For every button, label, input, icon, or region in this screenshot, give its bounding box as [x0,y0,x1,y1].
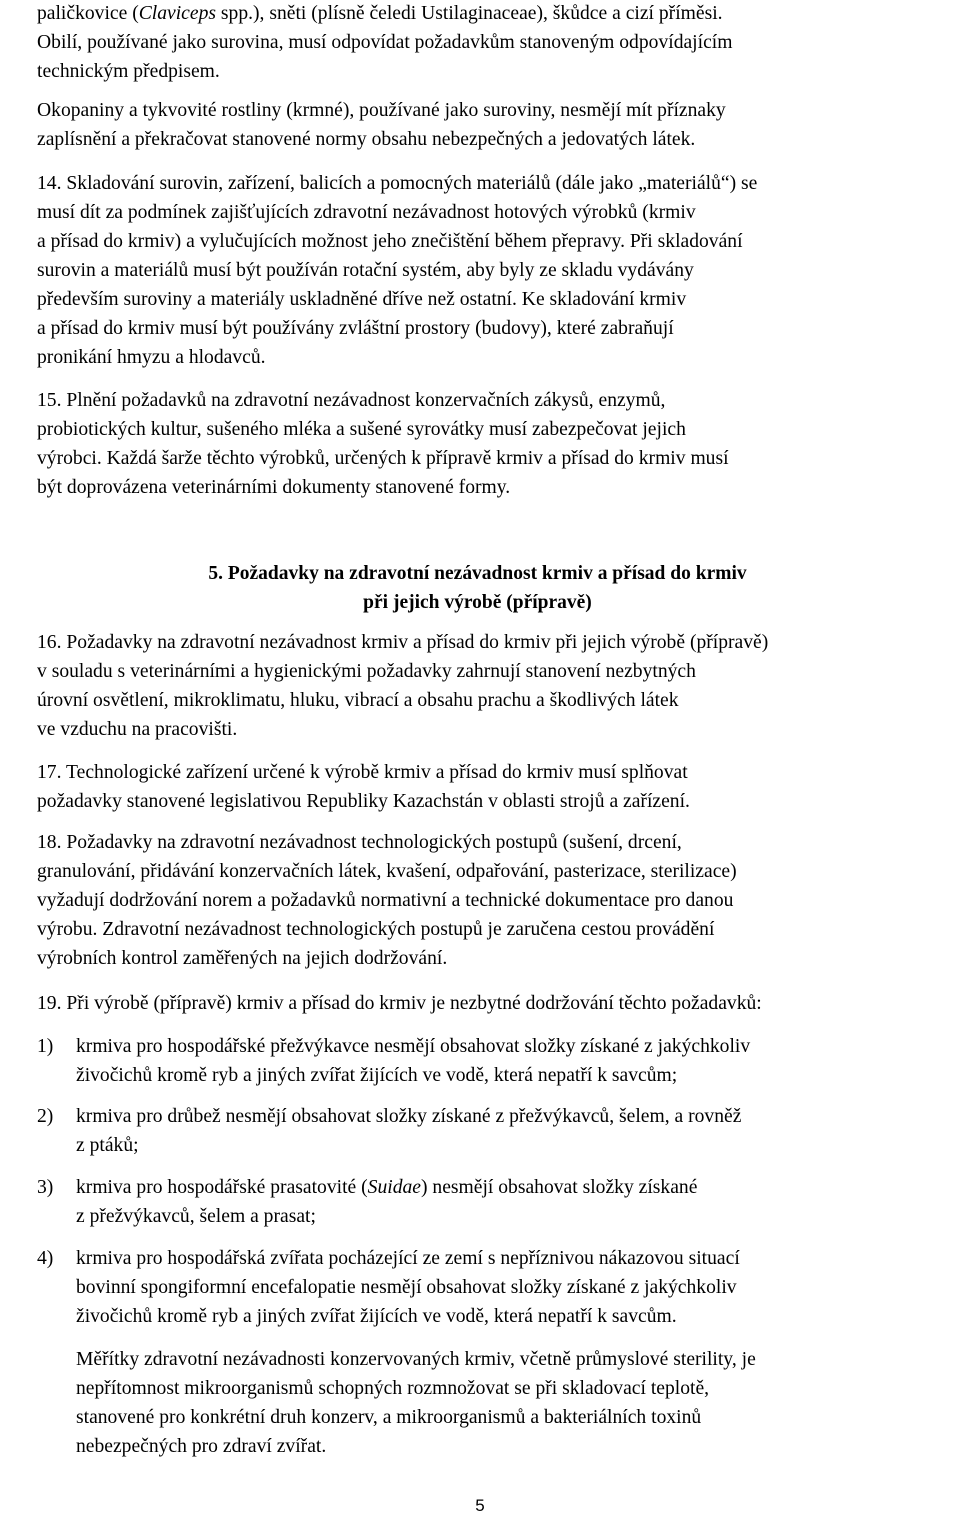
text-line: probiotických kultur, sušeného mléka a sušené syrovátky musí zabezpečovat jejich [37,419,686,440]
italic-term: Suidae [367,1177,421,1198]
text-line: z ptáků; [76,1135,139,1156]
text-line: a přísad do krmiv musí být používány zvláštní prostory (budovy), které zabraňují [37,318,674,339]
text-line: granulování, přidávání konzervačních látek, kvašení, odpařování, pasterizace, sterilizace) [37,861,737,882]
text-line: nebezpečných pro zdraví zvířat. [76,1436,327,1457]
text-line: výrobních kontrol zaměřených na jejich dodržování. [37,948,448,969]
paragraph-19 [37,989,762,1018]
text-line: výrobci. Každá šarže těchto výrobků, určených k přípravě krmiv a přísad do krmiv musí [37,448,729,469]
text-fragment: krmiva pro hospodářské prasatovité ( [76,1177,368,1198]
text-line [76,1173,697,1202]
text-line: 16. Požadavky na zdravotní nezávadnost krmiv a přísad do krmiv při jejich výrobě (přípravě) [37,632,769,653]
text-line: surovin a materiálů musí být používán rotační systém, aby byly ze skladu vydávány [37,260,694,281]
intro-paragraph [37,0,927,86]
list-text [76,1032,750,1090]
paragraph-16 [37,628,768,744]
text-line: výrobu. Zdravotní nezávadnost technologických postupů je zaručena cestou provádění [37,919,715,940]
paragraph-17 [37,758,690,816]
text-line: požadavky stanovené legislativou Republiky Kazachstán v oblasti strojů a zařízení. [37,791,690,812]
text-line: musí dít za podmínek zajišťujících zdravotní nezávadnost hotových výrobků (krmiv [37,202,696,223]
text-line: pronikání hmyzu a hlodavců. [37,347,266,368]
list-number: 4) [37,1248,54,1269]
italic-term: Claviceps [138,3,216,24]
text-line: živočichů kromě ryb a jiných zvířat žijících ve vodě, která nepatří k savcům. [76,1306,677,1327]
page-number: 5 [475,1496,485,1515]
text-line: 17. Technologické zařízení určené k výrobě krmiv a přísad do krmiv musí splňovat [37,762,688,783]
section-heading [0,559,960,617]
text-line: nepřítomnost mikroorganismů schopných rozmnožovat se při skladovací teplotě, [76,1378,710,1399]
text-line: živočichů kromě ryb a jiných zvířat žijících ve vodě, která nepatří k savcům; [76,1065,678,1086]
text-line: krmiva pro drůbež nesmějí obsahovat složky získané z přežvýkavců, šelem, a rovněž [76,1106,742,1127]
text-line: v souladu s veterinárními a hygienickými požadavky zahrnují stanovení nezbytných [37,661,696,682]
text-line: 14. Skladování surovin, zařízení, balicích a pomocných materiálů (dále jako „materiálů“) se [37,173,758,194]
meritka-paragraph [76,1345,756,1461]
text-line: a přísad do krmiv) a vylučujících možnost jeho znečištění během přepravy. Při skladování [37,231,743,252]
list-number: 3) [37,1177,54,1198]
list-text [76,1102,741,1160]
text-line: krmiva pro hospodářské přežvýkavce nesmějí obsahovat složky získané z jakýchkoliv [76,1036,751,1057]
text-line: především suroviny a materiály uskladněné dříve než ostatní. Ke skladování krmiv [37,289,687,310]
text-line: zaplísnění a překračovat stanovené normy obsahu nebezpečných a jedovatých látek. [37,129,696,150]
text-line: 15. Plnění požadavků na zdravotní nezávadnost konzervačních zákysů, enzymů, [37,390,666,411]
paragraph-18 [37,828,737,973]
list-text [76,1173,697,1231]
paragraph-14 [37,169,757,372]
heading-line: 5. Požadavky na zdravotní nezávadnost krmiv a přísad do krmiv [208,563,747,584]
text-line: Obilí, používané jako surovina, musí odpovídat požadavkům stanoveným odpovídajícím [37,32,733,53]
list-text [76,1244,740,1331]
text-line: úrovní osvětlení, mikroklimatu, hluku, vibrací a obsahu prachu a škodlivých látek [37,690,679,711]
heading-line: při jejich výrobě (přípravě) [363,592,592,613]
text-line: 18. Požadavky na zdravotní nezávadnost technologických postupů (sušení, drcení, [37,832,682,853]
text-fragment: ) nesmějí obsahovat složky získané [420,1177,698,1198]
text-fragment: spp.), sněti (plísně čeledi Ustilaginaceae), škůdce a cizí příměsi. [216,3,723,24]
okopaniny-paragraph [37,96,726,154]
text-fragment: paličkovice ( [37,3,139,24]
text-line: bovinní spongiformní encefalopatie nesmějí obsahovat složky získané z jakýchkoliv [76,1277,737,1298]
text-line: krmiva pro hospodářská zvířata pocházející ze zemí s nepříznivou nákazovou situací [76,1248,740,1269]
text-line: Okopaniny a tykvovité rostliny (krmné), používané jako suroviny, nesmějí mít příznaky [37,100,726,121]
text-line [37,0,927,28]
text-line: 19. Při výrobě (přípravě) krmiv a přísad do krmiv je nezbytné dodržování těchto požadavků: [37,993,762,1014]
text-line: stanovené pro konkrétní druh konzerv, a mikroorganismů a bakteriálních toxinů [76,1407,702,1428]
text-line: ve vzduchu na pracovišti. [37,719,238,740]
text-line: z přežvýkavců, šelem a prasat; [76,1206,316,1227]
text-line: Měřítky zdravotní nezávadnosti konzervovaných krmiv, včetně průmyslové sterility, je [76,1349,756,1370]
list-number: 1) [37,1036,54,1057]
list-number: 2) [37,1106,54,1127]
text-line: být doprovázena veterinárními dokumenty stanovené formy. [37,477,511,498]
paragraph-15 [37,386,729,502]
text-line: vyžadují dodržování norem a požadavků normativní a technické dokumentace pro danou [37,890,734,911]
text-line: technickým předpisem. [37,61,220,82]
